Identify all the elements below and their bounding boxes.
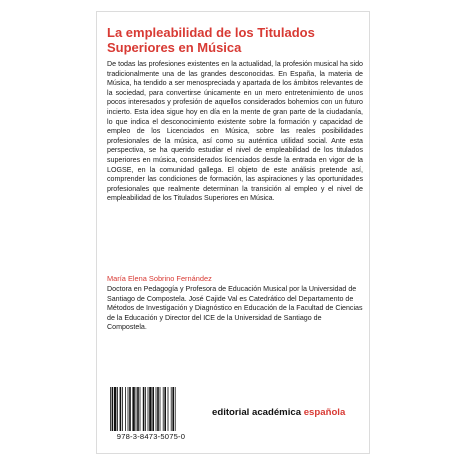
barcode-bar — [171, 387, 172, 431]
barcode-bar — [164, 387, 166, 431]
barcode-bar — [149, 387, 151, 431]
author-bio: Doctora en Pedagogía y Profesora de Educación Musical por la Universidad de Santiago de Compostela. José Cajide Val es Catedrático del Departamento de Métodos de Investigación y Diagnóstico en Educación de la Facultad de Ciencias de la Educación y Director del ICE de la Universidad de Santiago de Compostela. — [107, 285, 363, 332]
barcode-bar — [122, 387, 123, 431]
publisher-name: editorial académica — [212, 407, 304, 418]
barcode-bar — [156, 387, 157, 431]
barcode-bar — [145, 387, 146, 431]
publisher-name-accent: española — [303, 407, 346, 418]
barcode-bar — [157, 387, 159, 431]
barcode-bar — [128, 387, 129, 431]
barcode-bar — [137, 387, 139, 431]
barcode-bar — [120, 387, 122, 431]
barcode-bar — [117, 387, 118, 431]
barcode-bar — [148, 387, 149, 431]
book-description: De todas las profesiones existentes en la actualidad, la profesión musical ha sido tradicionalmente una de las grandes desconocidas. En España, la materia de Música, ha tendido a ser menospreciada y apartada de los ámbitos relevantes de la sociedad, para convertirse únicamente en un mero entretenimiento de unos pocos interesados y profesión de aquellos considerados bohemios con un futuro incierto. Esta idea sigue hoy en día en la mente de gran parte de la ciudadanía, lo que indica el desconocimiento existente sobre la formación y capacidad de empleo de los Licenciados en Música, sobre las reales posibilidades profesionales de la música, así como su auténtica utilidad social. Ante esta perspectiva, se ha querido estudiar el nivel de empleabilidad de los titulados superiores en música, considerados licenciados desde la entrada en vigor de la LOGSE, en la comunidad gallega. El objeto de este análisis pretende así, comprender las condiciones de formación, las aspiraciones y las oportunidades profesionales que realmente determinan la transición al empleo y el nivel de empleabilidad de los Titulados Superiores en Música. — [107, 60, 363, 203]
barcode-bar — [110, 387, 111, 431]
barcode-bar — [168, 387, 169, 431]
barcode-bar — [152, 387, 154, 431]
barcode-bar — [160, 387, 161, 431]
isbn-barcode — [107, 387, 195, 443]
publisher-logo — [212, 407, 372, 418]
barcode-bar — [129, 387, 131, 431]
barcode-bar — [132, 387, 134, 431]
barcode-bar — [175, 387, 176, 431]
barcode-bar — [140, 387, 141, 431]
book-title: La empleabilidad de los Titulados Superiores en Música — [107, 25, 315, 55]
isbn-number: 978-3-8473-5075-0 — [116, 432, 186, 441]
barcode-bars — [109, 387, 193, 431]
barcode-bar — [136, 387, 137, 431]
book-back-cover — [96, 11, 370, 454]
author-name: María Elena Sobrino Fernández — [107, 274, 212, 283]
barcode-bar — [114, 387, 116, 431]
barcode-bar — [112, 387, 114, 431]
barcode-bar — [125, 387, 126, 431]
barcode-bar — [143, 387, 145, 431]
barcode-bar — [172, 387, 174, 431]
barcode-bar — [163, 387, 164, 431]
